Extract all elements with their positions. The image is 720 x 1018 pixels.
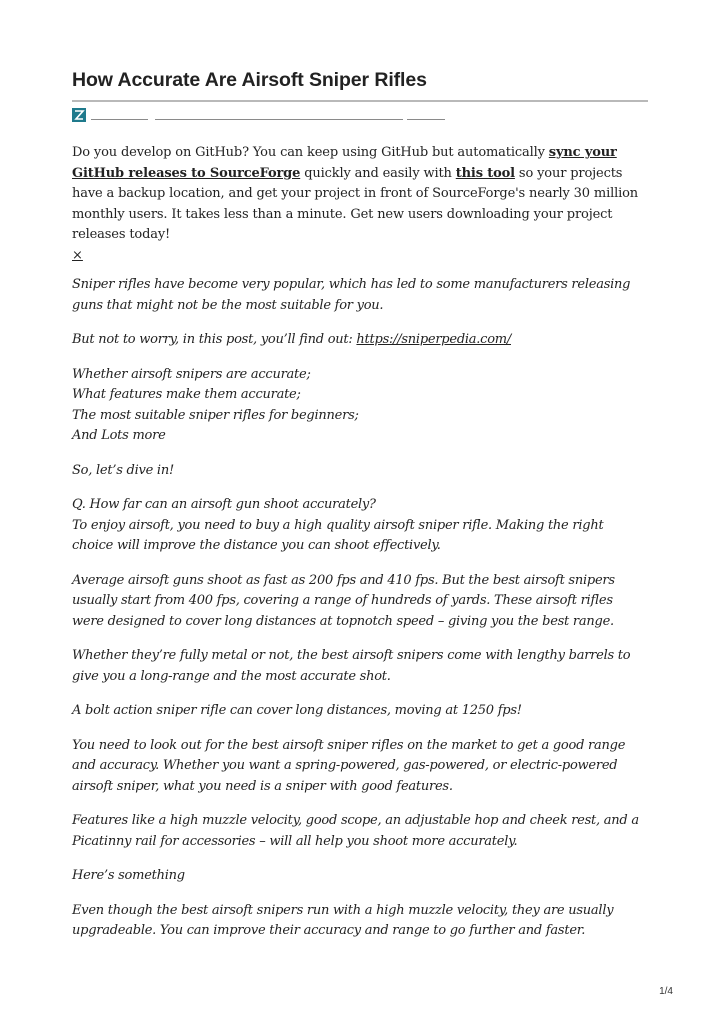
paragraph-intro: Sniper rifles have become very popular, which has led to some manufacturers releasing guns that might not be the most suitable for you. <box>72 277 631 313</box>
paragraph-barrels: Whether they’re fully metal or not, the best airsoft snipers come with lengthy barrels to give you a long-range and the most accurate shot. <box>72 648 631 684</box>
list-item: Whether airsoft snipers are accurate; <box>72 366 311 382</box>
paragraph-enjoy-airsoft: To enjoy airsoft, you need to buy a high quality airsoft sniper rifle. Making the right choice will improve the distance you can shoot effectively. <box>72 517 604 553</box>
sync-releases-link[interactable]: sync your GitHub releases to SourceForge <box>72 145 617 181</box>
question-heading: Q. How far can an airsoft gun shoot accurately? <box>72 497 376 512</box>
list-item: What features make them accurate; <box>72 387 301 402</box>
paragraph-features: Features like a high muzzle velocity, good scope, an adjustable hop and cheek rest, and a Picatinny rail for accessories – will all help you shoot more accurately. <box>72 813 639 849</box>
paragraph-dive-in: So, let’s dive in! <box>72 462 174 478</box>
promo-text-1: Do you develop on GitHub? You can keep using GitHub but automatically <box>72 145 549 160</box>
site-logo-icon <box>72 108 86 122</box>
paragraph-market: You need to look out for the best airsoft sniper rifles on the market to get a good range and accuracy. Whether you want a spring-powered, gas-powered, or electric-powered airsoft sniper, what you need is a sniper with good features. <box>72 737 626 794</box>
paragraph-bolt-action: A bolt action sniper rifle can cover long distances, moving at 1250 fps! <box>72 703 522 718</box>
close-promo-icon[interactable]: × <box>72 247 83 263</box>
promo-text-2: quickly and easily with <box>300 165 456 181</box>
find-out-text: But not to worry, in this post, you’ll find out: <box>72 332 357 347</box>
sniperpedia-link[interactable]: https://sniperpedia.com/ <box>356 332 511 347</box>
list-item: The most suitable sniper rifles for beginners; <box>72 407 359 423</box>
byline-url-line <box>155 119 403 120</box>
title-divider <box>72 100 648 102</box>
this-tool-link[interactable]: this tool <box>455 165 515 181</box>
paragraph-find-out <box>72 330 648 351</box>
paragraph-heres-something: Here’s something <box>72 868 185 883</box>
byline-date-line <box>407 119 445 120</box>
article-body <box>72 143 648 942</box>
paragraph-fps: Average airsoft guns shoot as fast as 200 fps and 410 fps. But the best airsoft snipers usually start from 400 fps, covering a range of hundreds of yards. These airsoft rifles were designed to cover long distances at topnotch speed – giving you the best range. <box>72 572 615 629</box>
promo-text-3: so your projects have a backup location, and get your project in front of SourceForge's nearly 30 million monthly users. It takes less than a minute. Get new users downloading your project releases today! <box>72 165 639 242</box>
byline-author-line <box>91 119 148 120</box>
list-item: And Lots more <box>72 428 166 443</box>
page-title: How Accurate Are Airsoft Sniper Rifles <box>72 69 427 91</box>
page-indicator: 1/4 <box>659 986 673 997</box>
paragraph-upgradeable: Even though the best airsoft snipers run with a high muzzle velocity, they are usually upgradeable. You can improve their accuracy and range to go further and faster. <box>72 902 614 938</box>
sourceforge-promo <box>72 143 648 246</box>
byline-row <box>72 108 648 122</box>
